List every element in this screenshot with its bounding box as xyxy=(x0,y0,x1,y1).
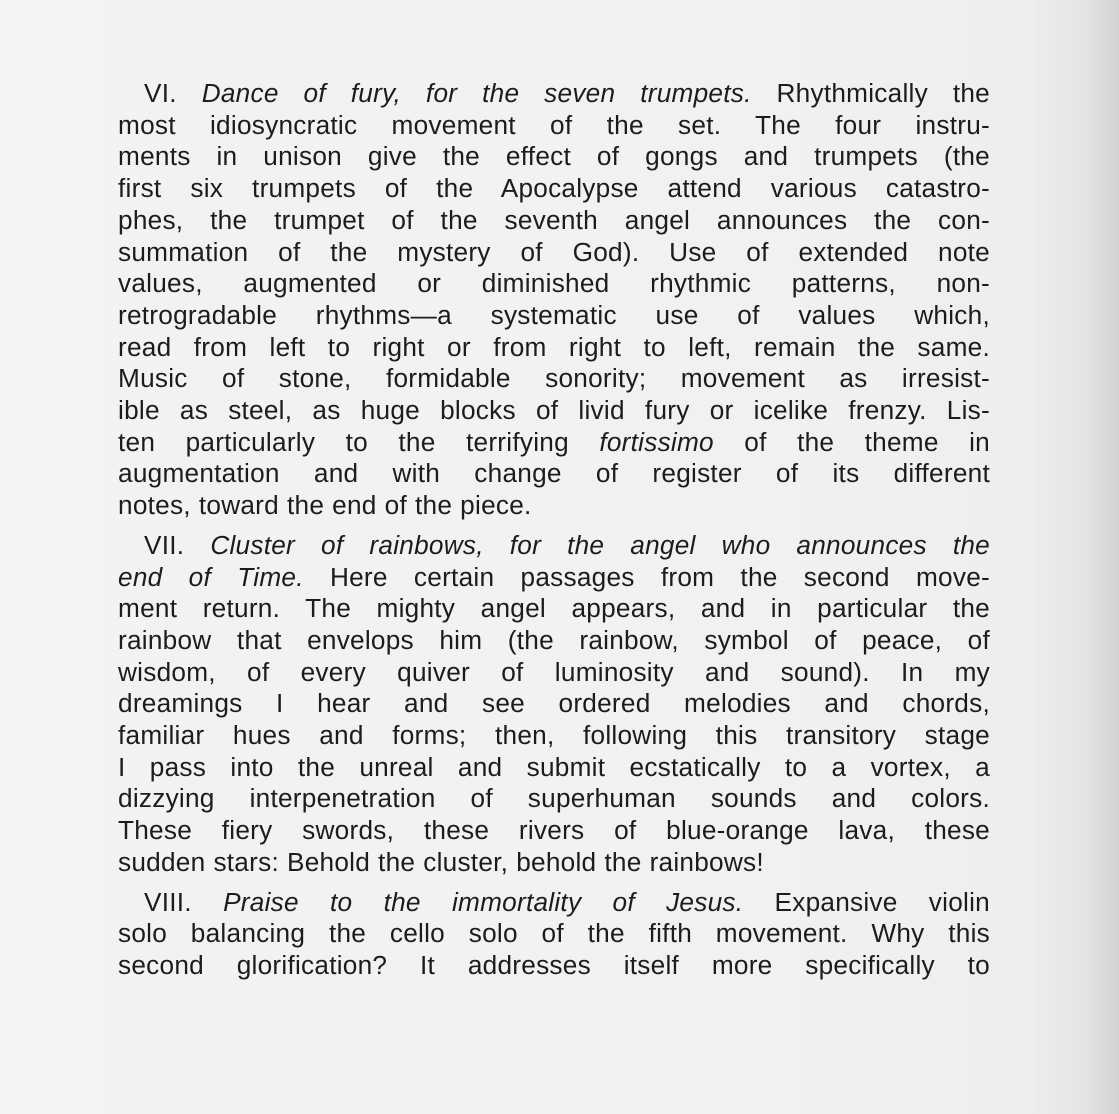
movement-numeral: VII. xyxy=(144,529,185,560)
text-line xyxy=(118,78,990,110)
text-line: first six trumpets of the Apocalypse attend various catastro- xyxy=(118,173,990,204)
text-line: wisdom, of every quiver of luminosity and sound). In my xyxy=(118,656,990,687)
text-line: dreamings I hear and see ordered melodies and chords, xyxy=(118,688,990,719)
paragraph-movement-vii xyxy=(118,530,990,879)
text-line: sudden stars: Behold the cluster, behold the rainbows! xyxy=(118,846,764,877)
text-run: Rhythmically the xyxy=(751,78,990,108)
text-run: of the theme in xyxy=(713,426,990,457)
text-line: ible as steel, as huge blocks of livid fury or icelike frenzy. Lis- xyxy=(118,395,990,426)
text-line: most idiosyncratic movement of the set. The four instru- xyxy=(118,109,990,140)
document-body xyxy=(118,78,990,990)
text-line: rainbow that envelops him (the rainbow, symbol of peace, of xyxy=(118,624,990,655)
text-line: augmentation and with change of register of its different xyxy=(118,458,990,489)
text-line: dizzying interpenetration of superhuman sounds and colors. xyxy=(118,783,990,814)
text-line: These fiery swords, these rivers of blue-orange lava, these xyxy=(118,815,990,846)
text-line xyxy=(118,530,990,562)
text-run: Here certain passages from the second move- xyxy=(303,561,990,592)
text-line: solo balancing the cello solo of the fifth movement. Why this xyxy=(118,918,990,949)
movement-numeral: VI. xyxy=(144,78,177,108)
text-line: second glorification? It addresses itself more specifically to xyxy=(118,949,990,980)
text-line: retrogradable rhythms—a systematic use of values which, xyxy=(118,299,990,330)
text-run: Expansive violin xyxy=(743,886,990,917)
text-line: values, augmented or diminished rhythmic patterns, non- xyxy=(118,268,990,299)
movement-title: Praise to the immortality of Jesus. xyxy=(223,886,744,917)
text-line: read from left to right or from right to left, remain the same. xyxy=(118,331,990,362)
text-line: phes, the trumpet of the seventh angel announces the con- xyxy=(118,204,990,235)
emphasized-term: fortissimo xyxy=(599,426,714,457)
text-line xyxy=(118,887,990,919)
text-line xyxy=(118,562,990,594)
text-line: familiar hues and forms; then, following this transitory stage xyxy=(118,720,990,751)
text-line: summation of the mystery of God). Use of extended note xyxy=(118,236,990,267)
paragraph-movement-viii xyxy=(118,887,990,982)
text-line: ment return. The mighty angel appears, and in particular the xyxy=(118,593,990,624)
text-line xyxy=(118,427,990,459)
text-line: I pass into the unreal and submit ecstatically to a vortex, a xyxy=(118,751,990,782)
movement-title: Cluster of rainbows, for the angel who announces the xyxy=(210,529,990,560)
text-line: Music of stone, formidable sonority; movement as irresist- xyxy=(118,363,990,394)
text-line: ments in unison give the effect of gongs and trumpets (the xyxy=(118,141,990,172)
text-line: notes, toward the end of the piece. xyxy=(118,490,532,521)
movement-title: Dance of fury, for the seven trumpets. xyxy=(201,78,752,108)
movement-numeral: VIII. xyxy=(144,886,192,917)
paragraph-movement-vi xyxy=(118,78,990,522)
movement-title: end of Time. xyxy=(118,561,304,592)
text-run: ten particularly to the terrifying xyxy=(118,426,600,457)
